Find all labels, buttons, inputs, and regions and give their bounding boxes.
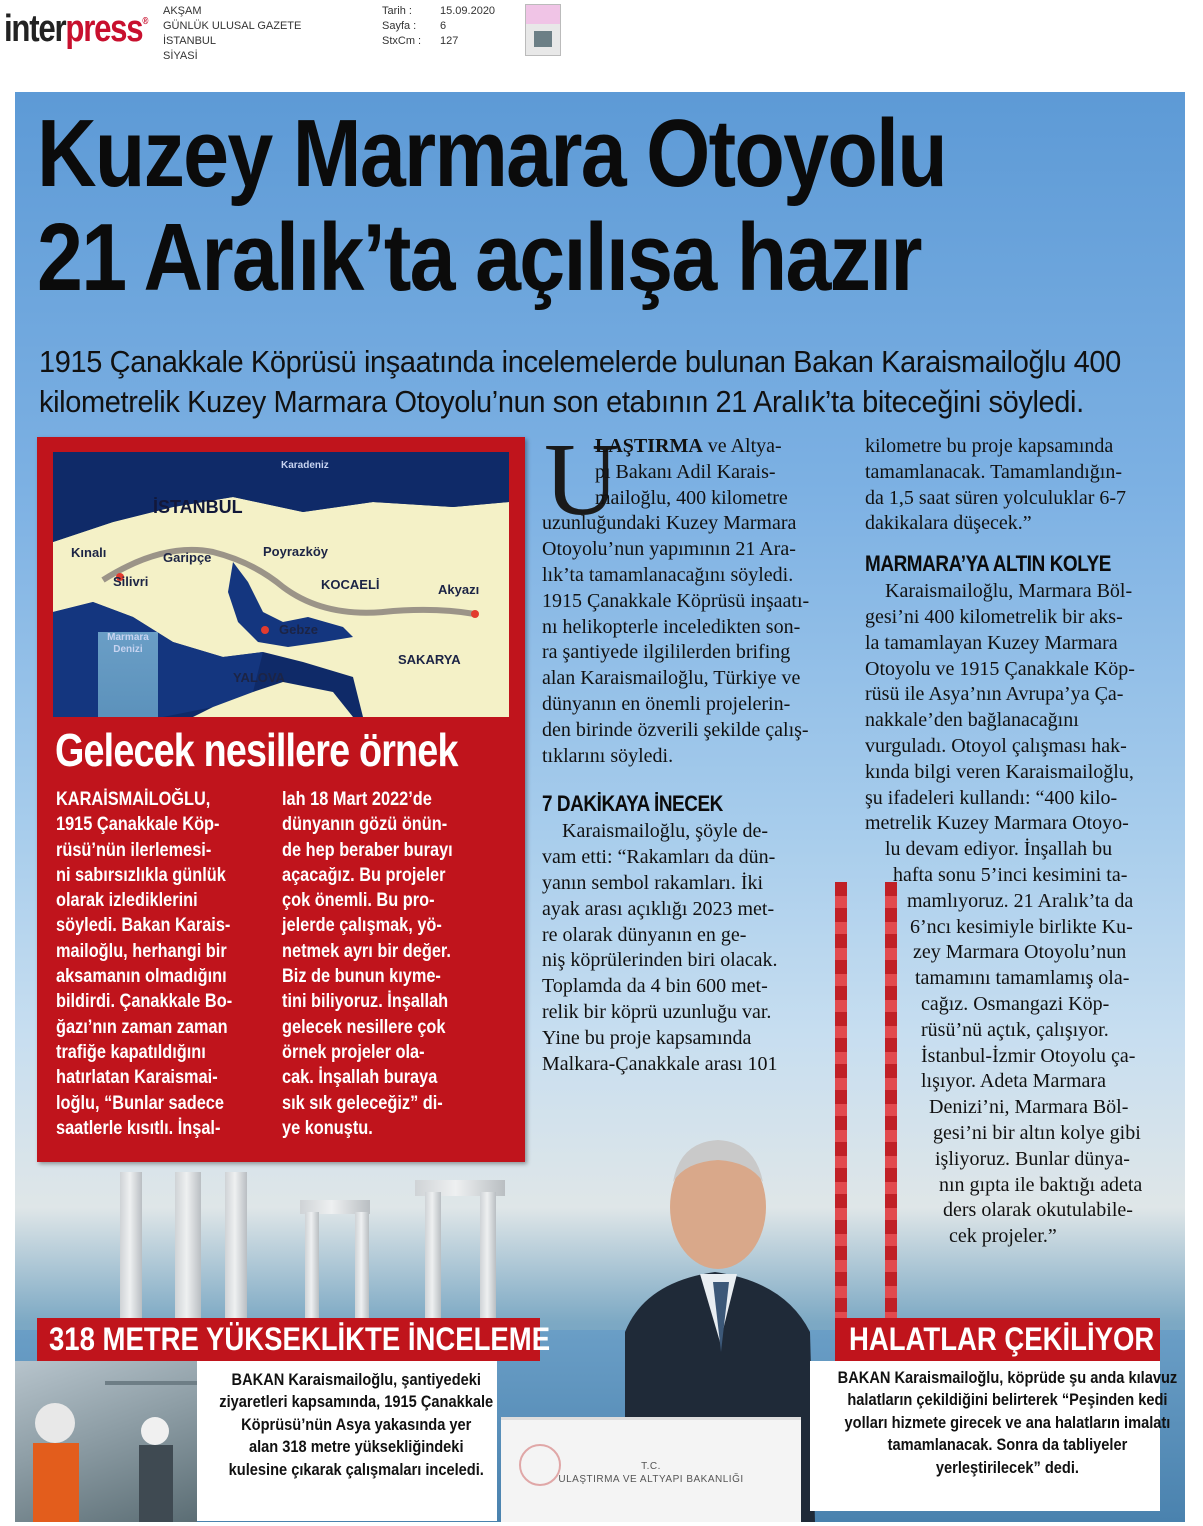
article-line: uzunluğundaki Kuzey Marmara [542, 512, 797, 535]
spacer [542, 769, 842, 789]
right-caption-bar [835, 1318, 1160, 1361]
sidebar-line: tini biliyoruz. İnşallah [282, 991, 449, 1013]
sidebar-column-2 [282, 787, 488, 1141]
intro-bold: LAŞTIRMA [595, 435, 703, 457]
interpress-logo [4, 8, 147, 51]
page-value: 6 [440, 20, 447, 32]
article-line: Malkara-Çanakkale arası 101 [542, 1052, 778, 1075]
article-line: Denizi’ni, Marmara Böl- [929, 1096, 1129, 1119]
map-label-kinali: Kınalı [71, 545, 107, 560]
article-line: mamlıyoruz. 21 Aralık’ta da [907, 889, 1134, 912]
article-line: ayak arası açıklığı 2023 met- [542, 897, 775, 920]
podium-line-2: ULAŞTIRMA VE ALTYAPI BAKANLIĞI [558, 1474, 744, 1485]
sidebar-line: çok önemli. Bu pro- [282, 890, 435, 912]
article-line: niş köprülerinden biri olacak. [542, 949, 778, 972]
pylon [225, 1172, 247, 1330]
article-line: re olarak dünyanın en ge- [542, 923, 747, 946]
sidebar-box [37, 437, 525, 1162]
article-line: cek projeler.” [949, 1225, 1057, 1248]
right-caption-text [838, 1367, 1178, 1479]
article-line: nın gıpta ile baktığı adeta [939, 1173, 1143, 1196]
article-line: yanın sembol rakamları. İki [542, 871, 764, 894]
logo-accent: press [65, 8, 143, 50]
sidebar-line: gelecek nesillere çok [282, 1016, 446, 1038]
sidebar-column-1 [56, 787, 262, 1141]
sidebar-line: loğlu, “Bunlar sadece [56, 1092, 224, 1114]
article-line: İstanbul-İzmir Otoyolu ça- [921, 1044, 1136, 1067]
right-caption-title: HALATLAR ÇEKİLİYOR [849, 1321, 1155, 1357]
sidebar-line: 1915 Çanakkale Köp- [56, 814, 220, 836]
sidebar-line: netmek ayrı bir değer. [282, 940, 451, 962]
headline-line-1: Kuzey Marmara Otoyolu [37, 100, 946, 207]
article-line: Karaismailoğlu, şöyle de- [562, 820, 769, 843]
podium [501, 1417, 801, 1522]
caption-line: BAKAN Karaismailoğlu, köprüde şu anda kılavuz [837, 1368, 1178, 1387]
article-line: şu ifadeleri kullandı: “400 kilo- [865, 786, 1118, 809]
map-label-marmara: Marmara Denizi [98, 632, 158, 717]
article-line: dünyanın en önemli projelerin- [542, 692, 791, 715]
article-line: cağız. Osmangazi Köp- [921, 992, 1110, 1015]
article-column-1 [542, 434, 842, 1077]
stxcm-label: StxCm : [382, 35, 422, 47]
article-line: vurguladı. Otoyol çalışması hak- [865, 734, 1127, 757]
article-line: rüsü’nü açtık, çalışıyor. [921, 1018, 1109, 1041]
sidebar-line: dünyanın gözü önün- [282, 814, 448, 836]
intro-rest: ve Altya- [702, 435, 782, 457]
map-label-karadeniz: Karadeniz [281, 460, 329, 471]
article-line: vam etti: “Rakamları da dün- [542, 846, 776, 869]
sidebar-line: ğazı’nın zaman zaman [56, 1016, 228, 1038]
article-line: 1915 Çanakkale Köprüsü inşaatı- [542, 589, 810, 612]
deck-line-2: kilometrelik Kuzey Marmara Otoyolu’nun son etabının 21 Aralık’ta biteceğini söyledi. [39, 384, 1084, 419]
deck [39, 342, 1121, 422]
map-label-gebze: Gebze [279, 622, 319, 637]
caption-line: Köprüsü’nün Asya yakasında yer [241, 1414, 472, 1434]
pylon [120, 1172, 142, 1330]
clipping-header [0, 0, 1203, 92]
logo-main: inter [4, 8, 66, 50]
subhead-7-dakikaya: 7 DAKİKAYA İNECEK [542, 791, 723, 817]
caption-line: yerleştirilecek” dedi. [935, 1457, 1079, 1477]
deck-line-1: 1915 Çanakkale Köprüsü inşaatında incelemelerde bulunan Bakan Karaismailoğlu 400 [39, 344, 1121, 379]
article-line: metrelik Kuzey Marmara Otoyo- [865, 812, 1129, 835]
article-line: la tamamlayan Kuzey Marmara [865, 631, 1118, 654]
article-line: den birinde özverili şekilde çalış- [542, 718, 809, 741]
drop-cap: U [544, 422, 620, 537]
article-line: kilometre bu proje kapsamında [865, 435, 1114, 457]
sidebar-line: bildirdi. Çanakkale Bo- [56, 991, 233, 1013]
article-line [542, 434, 842, 460]
article-line: kında bilgi veren Karaismailoğlu, [865, 760, 1134, 783]
left-caption-title: 318 METRE YÜKSEKLİKTE İNCELEME [49, 1321, 551, 1357]
article-line: işliyoruz. Bunlar dünya- [935, 1147, 1130, 1170]
article-line: zey Marmara Otoyolu’nun [913, 941, 1127, 964]
sidebar-line: Biz de bunun kıyme- [282, 966, 441, 988]
headline-line-2: 21 Aralık’ta açılışa hazır [37, 204, 921, 311]
sidebar-line: örnek projeler ola- [282, 1041, 425, 1063]
sidebar-line: olarak izlediklerini [56, 890, 198, 912]
podium-text [501, 1460, 801, 1486]
left-caption-text [219, 1369, 493, 1481]
map-label-kocaeli: KOCAELİ [321, 577, 380, 592]
map-label-yalova: YALOVA [233, 670, 286, 685]
article-line: tamamını tamamlamış ola- [915, 967, 1130, 990]
sidebar-line: lah 18 Mart 2022’de [282, 789, 432, 810]
pylon [480, 1192, 496, 1330]
date-label: Tarih : [382, 5, 412, 17]
caption-line: tamamlanacak. Sonra da tabliyeler [887, 1435, 1128, 1455]
article-line: 6’ncı kesimiyle birlikte Ku- [910, 915, 1133, 938]
headline [37, 102, 1009, 310]
logo-registered-mark: ® [142, 16, 148, 27]
left-caption-bar [37, 1318, 551, 1361]
article-line: gesi’ni bir altın kolye gibi [933, 1121, 1141, 1144]
caption-line: BAKAN Karaismailoğlu, şantiyedeki [231, 1370, 481, 1389]
pylon [305, 1212, 319, 1330]
article-line: tamamlanacak. Tamamlandığın- [865, 460, 1123, 483]
article-line: Yine bu proje kapsamında [542, 1026, 752, 1049]
article-line: hafta sonu 5’inci kesimini ta- [893, 863, 1128, 886]
date-value: 15.09.2020 [440, 5, 496, 17]
publication-type: GÜNLÜK ULUSAL GAZETE [163, 20, 302, 32]
article-line: pı Bakanı Adil Karais- [595, 460, 776, 483]
caption-line: yolları hizmete girecek ve ana halatların imalatı [844, 1412, 1171, 1432]
sidebar-line: açacağız. Bu projeler [282, 864, 446, 886]
article-line: rüsü ile Asya’nın Avrupa’ya Ça- [865, 683, 1124, 706]
podium-line-1: T.C. [641, 1461, 661, 1472]
spacer [865, 537, 1170, 549]
article-line: tıklarını söyledi. [542, 744, 674, 767]
caption-line: alan 318 metre yüksekliğindeki [248, 1437, 464, 1457]
map-label-garipce: Garipçe [163, 550, 212, 565]
right-caption [810, 1361, 1178, 1511]
article-column-2 [865, 434, 1170, 1250]
article-line: ra şantiyede ilgililerden brifing [542, 641, 791, 664]
article-line: lık’ta tamamlanacağını söyledi. [542, 563, 794, 586]
article-line: Otoyolu ve 1915 Çanakkale Köp- [865, 657, 1135, 680]
article-line: lu devam ediyor. İnşallah bu [885, 838, 1113, 861]
clipping-meta [382, 4, 495, 49]
sidebar-line: ni sabırsızlıkla günlük [56, 864, 226, 886]
publication-meta [163, 4, 301, 64]
sidebar-line: trafiğe kapatıldığını [56, 1041, 206, 1063]
article-line: mailoğlu, 400 kilometre [595, 486, 788, 509]
article-line: da 1,5 saat süren yolculuklar 6-7 [865, 486, 1127, 509]
article-line: dakikalara düşecek.” [865, 512, 1032, 535]
map-label-silivri: Silivri [113, 574, 149, 589]
publication-section: SİYASİ [163, 50, 198, 62]
map-label-istanbul: İSTANBUL [153, 497, 243, 517]
sidebar-line: cak. İnşallah buraya [282, 1067, 438, 1089]
article-line: ders olarak okutulabile- [943, 1199, 1133, 1222]
map-label-sakarya: SAKARYA [398, 652, 461, 667]
caption-line: ziyaretleri kapsamında, 1915 Çanakkale [219, 1392, 494, 1412]
sidebar-line: sık sık geleceğiz” di- [282, 1092, 443, 1114]
page-label: Sayfa : [382, 20, 417, 32]
publication-city: İSTANBUL [163, 35, 216, 47]
map-label-poyrazkoy: Poyrazköy [263, 544, 329, 559]
page-thumbnail [525, 4, 561, 56]
pylon [175, 1172, 201, 1330]
article-line: gesi’ni 400 kilometrelik bir aks- [865, 605, 1123, 628]
sidebar-line: aksamanın olmadığını [56, 966, 227, 988]
caption-line: kulesine çıkarak çalışmaları inceledi. [228, 1459, 484, 1479]
pylon [425, 1192, 441, 1330]
article-line: Otoyolu’nun yapımının 21 Ara- [542, 538, 796, 561]
article-line: nakkale’den bağlanacağını [865, 709, 1079, 732]
sidebar-line: ye konuştu. [282, 1117, 373, 1139]
sidebar-line: jelerde çalışmak, yö- [282, 915, 442, 937]
map-label-akyazi: Akyazı [438, 582, 480, 597]
left-caption [197, 1361, 497, 1521]
inspection-scene [15, 1361, 197, 1522]
publication-name: AKŞAM [163, 5, 202, 17]
sidebar-line: saatlerle kısıtlı. İnşal- [56, 1117, 221, 1139]
route-map [53, 452, 509, 717]
sidebar-line: rüsü’nün ilerlemesi- [56, 839, 212, 861]
sidebar-title: Gelecek nesillere örnek [55, 724, 458, 776]
sidebar-line: KARAİSMAİLOĞLU, [56, 789, 211, 810]
sidebar-line: söyledi. Bakan Karais- [56, 915, 231, 937]
article-line: alan Karaismailoğlu, Türkiye ve [542, 667, 801, 690]
sidebar-line: hatırlatan Karaismai- [56, 1067, 218, 1089]
article-line: nı helikopterle inceledikten son- [542, 615, 801, 638]
article-line: Toplamda da 4 bin 600 met- [542, 975, 768, 998]
pylon [355, 1212, 369, 1330]
article-line: Karaismailoğlu, Marmara Böl- [885, 580, 1133, 603]
article-line: lışıyor. Adeta Marmara [921, 1070, 1106, 1093]
sidebar-line: de hep beraber burayı [282, 839, 453, 861]
caption-line: halatların çekildiğini belirterek “Peşinden kedi [847, 1390, 1168, 1410]
stxcm-value: 127 [440, 35, 459, 47]
sidebar-line: mailoğlu, herhangi bir [56, 940, 227, 962]
article-line: relik bir köprü uzunluğu var. [542, 1000, 772, 1023]
tower-inspection-photo [15, 1361, 197, 1522]
subhead-altin-kolye: MARMARA’YA ALTIN KOLYE [865, 551, 1111, 577]
newspaper-page [15, 92, 1185, 1522]
